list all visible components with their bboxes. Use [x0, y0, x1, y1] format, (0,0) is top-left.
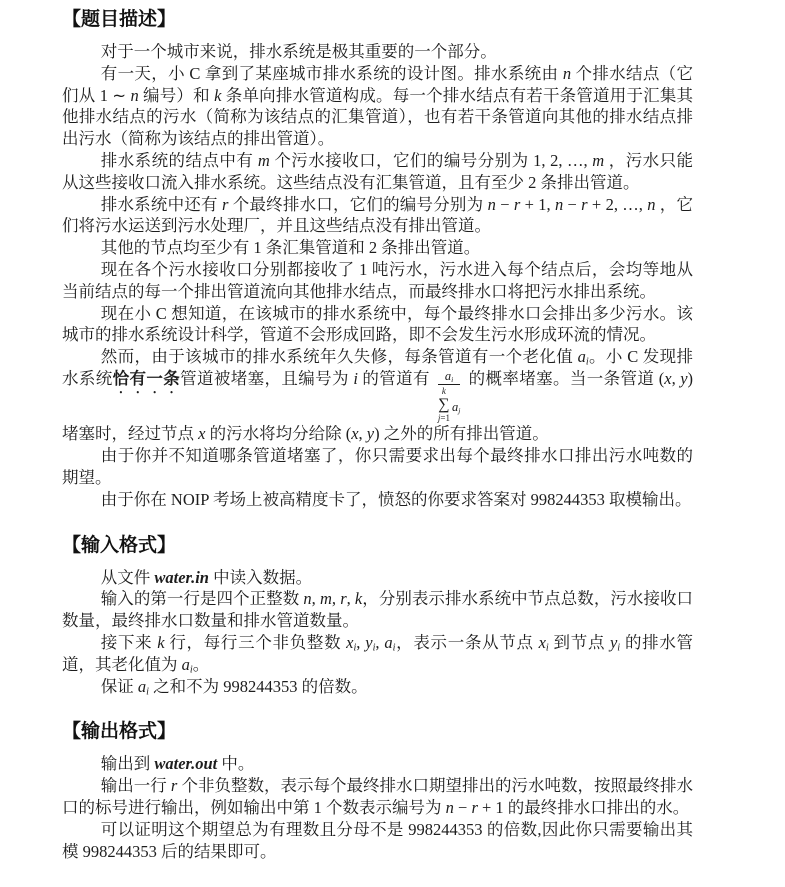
fraction-denominator: k ∑ j=1 $a_j$	[437, 386, 461, 424]
text-run: 由于你在	[100, 489, 171, 509]
math-expression: ,	[356, 633, 361, 653]
math-expression: m	[257, 150, 270, 170]
math-expression: ,	[375, 633, 380, 653]
math-expression: 2	[368, 238, 378, 258]
paragraph	[62, 41, 693, 63]
text-run: ，分别表示排水系统中节点总数，污水接收口数量，最终排水口数量和排水管道数量。	[62, 589, 694, 631]
math-expression: C	[189, 63, 201, 83]
text-run: 排水系统的结点中有	[100, 150, 258, 170]
text-run: 考场上被高精度卡了，愤怒的你要求答案对	[208, 489, 531, 509]
text-run: 条单向排水管道构成。每一个排水结点有若干条管道用于汇集其他排水结点的污水（简称为该结点的汇集管道），也有若干条管道向其他的排水结点排出污水（简称为该结点的排出管道）。	[62, 85, 694, 149]
text-run: 想知道，在该城市的排水系统中，每个最终排水口会排出多少污水。该城市的排水系统设计科学，管道不会形成回路，即不会发生污水形成环流的情况。	[62, 303, 694, 345]
section-problem-description	[62, 8, 693, 511]
document-content	[62, 8, 693, 862]
text-run: 。	[192, 654, 210, 674]
section-title-input-format: 【输入格式】	[62, 534, 177, 556]
text-run: 行，每行三个非负整数	[164, 633, 347, 653]
math-expression: i	[353, 368, 358, 388]
math-expression: k	[214, 85, 222, 105]
sigma-icon: ∑	[438, 396, 450, 414]
paragraph	[62, 632, 693, 676]
filename: water.in	[154, 567, 209, 587]
text-run: 从文件	[100, 567, 155, 587]
fraction-numerator: $a_i$	[444, 368, 454, 384]
text-run: 吨污水，污水进入每个结点后，会均等地从当前结点的每一个排出管道流向其他排水结点，而最终排水口将把污水排出系统。	[62, 259, 694, 301]
math-expression: 998244353	[408, 819, 483, 839]
section-output-format	[62, 720, 693, 862]
text-run: 然而，由于该城市的排水系统年久失修，每条管道有一个老化值	[100, 347, 578, 367]
text-run: 排水系统中还有	[100, 194, 223, 214]
text-run: 后的结果即可。	[156, 841, 277, 861]
math-expression: 1	[359, 259, 368, 279]
text-run: 条排出管道。	[536, 172, 640, 192]
paragraph	[62, 445, 693, 489]
math-expression: 1, 2, …, m	[533, 150, 605, 170]
text-run: 的排水管道，其老化值为	[62, 633, 694, 674]
paragraph	[62, 346, 693, 445]
text-run: 输出一行	[100, 776, 171, 796]
text-run: 之外的所有排出管道。	[379, 424, 549, 444]
math-expression: x	[198, 424, 206, 444]
text-run: 接下来	[100, 633, 158, 653]
paragraph	[62, 194, 693, 238]
paragraph	[62, 753, 693, 775]
math-expression: n − r + 1	[445, 798, 504, 818]
math-expression: r	[170, 776, 178, 796]
math-expression: $a_i$	[181, 654, 193, 676]
text-run: 中读入数据。	[208, 567, 313, 587]
section-body-output-format	[62, 753, 693, 862]
math-expression: $a_i$	[137, 676, 149, 698]
paragraph	[62, 588, 693, 632]
text-run: 个数表示编号为	[321, 798, 446, 818]
math-expression: n	[562, 63, 572, 83]
text-run: 其他的节点均至少有	[100, 238, 254, 258]
text-run: 的最终排水口排出的水。	[503, 798, 690, 818]
section-input-format	[62, 534, 693, 698]
paragraph	[62, 259, 693, 303]
text-run: 可以证明这个期望总为有理数且分母不是	[100, 819, 409, 839]
text-run: 到节点	[548, 633, 610, 653]
text-run: 输入的第一行是四个正整数	[100, 589, 304, 609]
paragraph	[62, 303, 693, 347]
text-run: 编号）和	[138, 85, 215, 105]
math-expression: 1	[313, 798, 322, 818]
math-expression: $a_i$	[577, 347, 589, 368]
text-run: 现在小	[100, 303, 156, 323]
emphasized-text: 恰有一条	[112, 368, 181, 388]
text-run: 的倍数。	[297, 676, 368, 696]
paragraph	[62, 150, 693, 194]
math-expression: $y_i$	[609, 633, 621, 654]
section-title-output-format: 【输出格式】	[62, 721, 177, 743]
text-run: 之和不为	[148, 676, 224, 696]
text-run: 条汇集管道和	[261, 238, 369, 258]
math-expression: r	[222, 194, 229, 214]
text-run: 的概率堵塞。当一条管道	[468, 368, 659, 388]
text-run: 个非负整数，表示每个最终排水口期望排出的污水吨数，按照最终排水口的标号进行输出，例如输出中第	[62, 776, 694, 818]
math-expression: $x_i$	[346, 633, 357, 654]
text-run: 对于一个城市来说，排水系统是极其重要的一个部分。	[100, 42, 497, 61]
math-expression: C	[627, 347, 639, 367]
math-expression: 998244353	[530, 489, 605, 509]
paragraph	[62, 775, 693, 819]
paragraph	[62, 819, 693, 863]
summation-symbol: k ∑ j=1	[437, 386, 450, 424]
math-expression: C	[155, 303, 167, 323]
math-expression: n − r + 1, n − r + 2, …, n	[487, 194, 656, 214]
math-expression: 1 ∼ n	[99, 85, 139, 105]
text-run: 条排出管道。	[377, 238, 481, 258]
text-run: 的管道有	[357, 368, 430, 388]
text-run: 堵塞时，经过节点	[62, 424, 199, 444]
text-run: 有一天，小	[100, 63, 190, 83]
text-run: 个最终排水口，它们的编号分别为	[228, 194, 488, 214]
paragraph	[62, 489, 693, 511]
paragraph	[62, 63, 693, 150]
text-run: 中。	[217, 754, 255, 774]
probability-fraction	[436, 369, 462, 424]
section-body-input-format	[62, 567, 693, 698]
section-body-problem-description	[62, 41, 693, 511]
text-run: 现在各个污水接收口分别都接收了	[100, 259, 360, 279]
math-expression: $x_i$	[538, 633, 549, 654]
math-expression: (x, y)	[658, 368, 694, 388]
text-run: 发现排水系统	[62, 347, 694, 388]
math-expression: $y_i$	[365, 633, 376, 654]
text-run: ，表示一条从节点	[395, 633, 539, 653]
paragraph	[62, 237, 693, 259]
text-run: ，污水只能从这些接收口流入排水系统。这些结点没有汇集管道，且有至少	[62, 150, 694, 192]
math-expression: 998244353	[82, 841, 157, 861]
paragraph	[62, 567, 693, 589]
text-run: 的污水将均分给除	[205, 424, 346, 444]
text-run: 管道被堵塞，且编号为	[180, 368, 354, 388]
math-expression: k	[157, 633, 165, 653]
math-expression: $a_i$	[384, 633, 396, 654]
math-expression: 998244353	[223, 676, 298, 696]
text-run: 的倍数,因此你只需要输出其模	[62, 819, 694, 861]
text-run: 由于你并不知道哪条管道堵塞了，你只需要求出每个最终排水口排出污水吨数的期望。	[62, 446, 693, 488]
text-run: 拿到了某座城市排水系统的设计图。排水系统由	[200, 63, 563, 83]
section-title-problem-description: 【题目描述】	[62, 9, 177, 30]
text-run: 取模输出。	[604, 489, 692, 509]
text-run: 个排水结点（它们从	[62, 63, 694, 105]
math-expression: 1	[253, 238, 262, 258]
filename: water.out	[154, 754, 218, 774]
text-run: 输出到	[100, 754, 155, 774]
text-run: ，它们将污水运送到污水处理厂，并且这些结点没有排出管道。	[62, 194, 693, 236]
math-expression: NOIP	[170, 489, 209, 509]
text-run: 。小	[588, 347, 628, 367]
math-expression: 2	[528, 172, 537, 192]
math-expression: n, m, r, k	[303, 589, 363, 609]
math-expression: (x, y)	[345, 424, 380, 444]
paragraph	[62, 676, 693, 698]
text-run: 个污水接收口，它们的编号分别为	[269, 150, 534, 170]
text-run: 保证	[100, 676, 138, 696]
